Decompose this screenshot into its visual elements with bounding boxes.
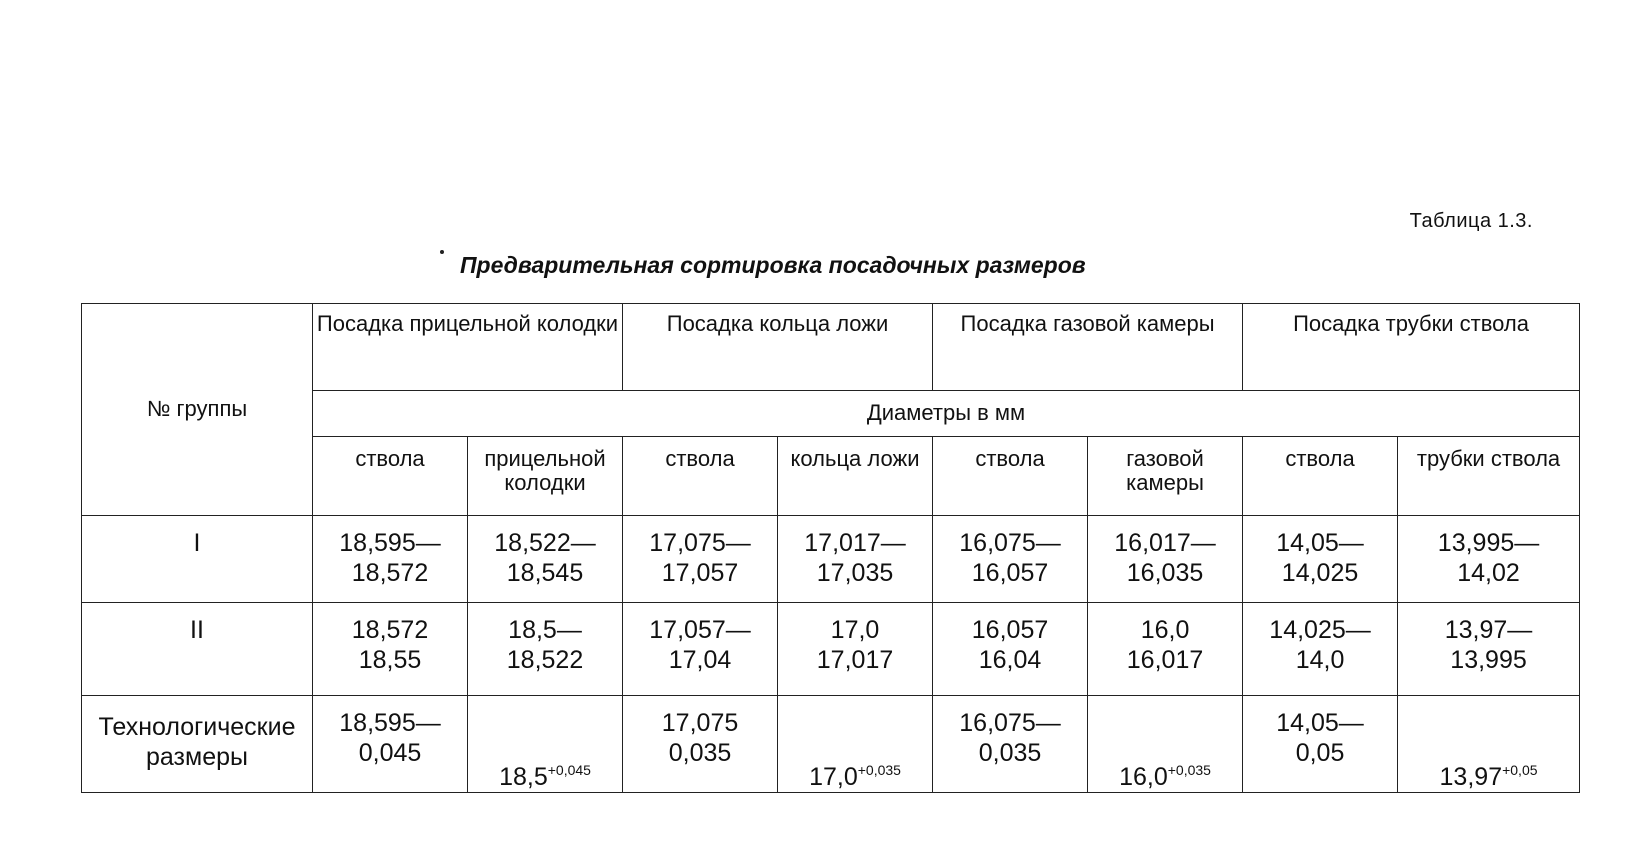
value-cell: 18,5— 18,522 (468, 603, 623, 696)
sub-header: трубки ствола (1398, 437, 1580, 516)
tech-tolerance-cell: $16,0^{+0,035}$ (1088, 696, 1243, 793)
sub-header: ствола (933, 437, 1088, 516)
tech-tolerance-cell: $13,97^{+0,05}$ (1398, 696, 1580, 793)
table-number-label: Таблица 1.3. (1409, 210, 1533, 232)
value-cell: 17,017— 17,035 (778, 516, 933, 603)
fit-header-stock-ring: Посадка кольца ложи (623, 304, 933, 391)
tech-value-cell: 18,595— 0,045 (313, 696, 468, 793)
sub-header: газовой камеры (1088, 437, 1243, 516)
value-cell: 17,075— 17,057 (623, 516, 778, 603)
tech-value-cell: 16,075— 0,035 (933, 696, 1088, 793)
value-cell: 13,995— 14,02 (1398, 516, 1580, 603)
value-cell: 16,075— 16,057 (933, 516, 1088, 603)
sub-header: кольца ложи (778, 437, 933, 516)
fit-header-sight-block: Посадка прицельной колодки (313, 304, 623, 391)
tech-sizes-name-cell: Технологические размеры (82, 696, 313, 793)
tech-tolerance-cell: $17,0^{+0,035}$ (778, 696, 933, 793)
value-cell: 14,05— 14,025 (1243, 516, 1398, 603)
tech-value-cell: 14,05— 0,05 (1243, 696, 1398, 793)
tech-tolerance-cell: $18,5^{+0,045}$ (468, 696, 623, 793)
value-cell: 18,522— 18,545 (468, 516, 623, 603)
value-cell: 16,017— 16,035 (1088, 516, 1243, 603)
value-cell: 17,057— 17,04 (623, 603, 778, 696)
sub-header: ствола (313, 437, 468, 516)
fit-header-barrel-tube: Посадка трубки ствола (1243, 304, 1580, 391)
table-title: Предварительная сортировка посадочных размеров (460, 252, 1086, 278)
value-cell: 14,025— 14,0 (1243, 603, 1398, 696)
value-cell: 17,0 17,017 (778, 603, 933, 696)
table-row-tech-sizes (82, 696, 1580, 793)
table-row-group-ii (82, 603, 1580, 696)
value-cell: 18,572 18,55 (313, 603, 468, 696)
value-cell: 18,595— 18,572 (313, 516, 468, 603)
table-row-group-i (82, 516, 1580, 603)
diameters-unit-header: Диаметры в мм (313, 391, 1580, 437)
group-number-header: № группы (82, 304, 313, 516)
tech-value-cell: 17,075 0,035 (623, 696, 778, 793)
sub-header: ствола (623, 437, 778, 516)
fit-header-gas-chamber: Посадка газовой камеры (933, 304, 1243, 391)
group-name-cell: I (82, 516, 313, 603)
value-cell: 16,057 16,04 (933, 603, 1088, 696)
stray-dot-mark (440, 250, 444, 254)
value-cell: 16,0 16,017 (1088, 603, 1243, 696)
value-cell: 13,97— 13,995 (1398, 603, 1580, 696)
sub-header: прицельной колодки (468, 437, 623, 516)
sub-header: ствола (1243, 437, 1398, 516)
group-name-cell: II (82, 603, 313, 696)
sorting-table (81, 303, 1580, 793)
